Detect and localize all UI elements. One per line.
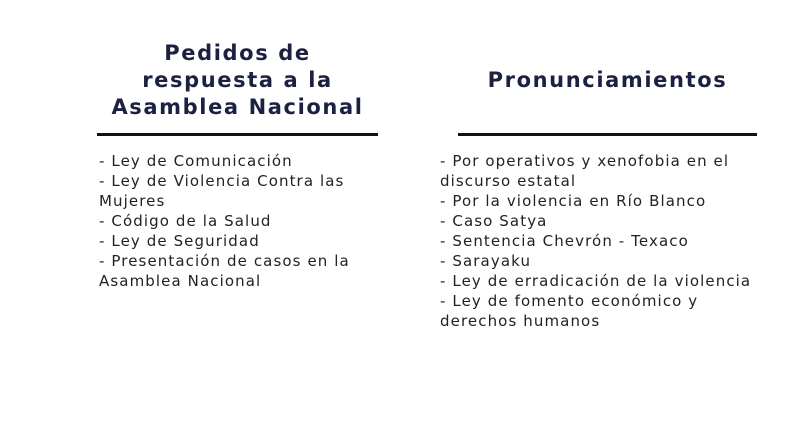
list-item: - Ley de fomento económico y derechos humanos (440, 292, 699, 330)
list-item: - Ley de Comunicación (99, 152, 293, 170)
right-heading-box (458, 60, 757, 100)
list-item: - Caso Satya (440, 212, 548, 230)
list-item: - Código de la Salud (99, 212, 272, 230)
right-divider (458, 133, 757, 136)
list-item: - Sarayaku (440, 252, 532, 270)
list-item: - Por operativos y xenofobia en el discurso estatal (440, 152, 730, 190)
right-list (440, 151, 760, 331)
right-column-title: Pronunciamientos (487, 67, 728, 92)
list-item: - Por la violencia en Río Blanco (440, 192, 707, 210)
left-column-title: Pedidos de respuesta a la Asamblea Nacional (111, 40, 364, 119)
list-item: - Presentación de casos en la Asamblea Nacional (99, 252, 350, 290)
list-item: - Ley de Violencia Contra las Mujeres (99, 172, 345, 210)
list-item: - Ley de erradicación de la violencia (440, 272, 752, 290)
left-heading-box (97, 38, 378, 122)
left-divider (97, 133, 378, 136)
list-item: - Ley de Seguridad (99, 232, 260, 250)
left-list (99, 151, 380, 291)
list-item: - Sentencia Chevrón - Texaco (440, 232, 689, 250)
